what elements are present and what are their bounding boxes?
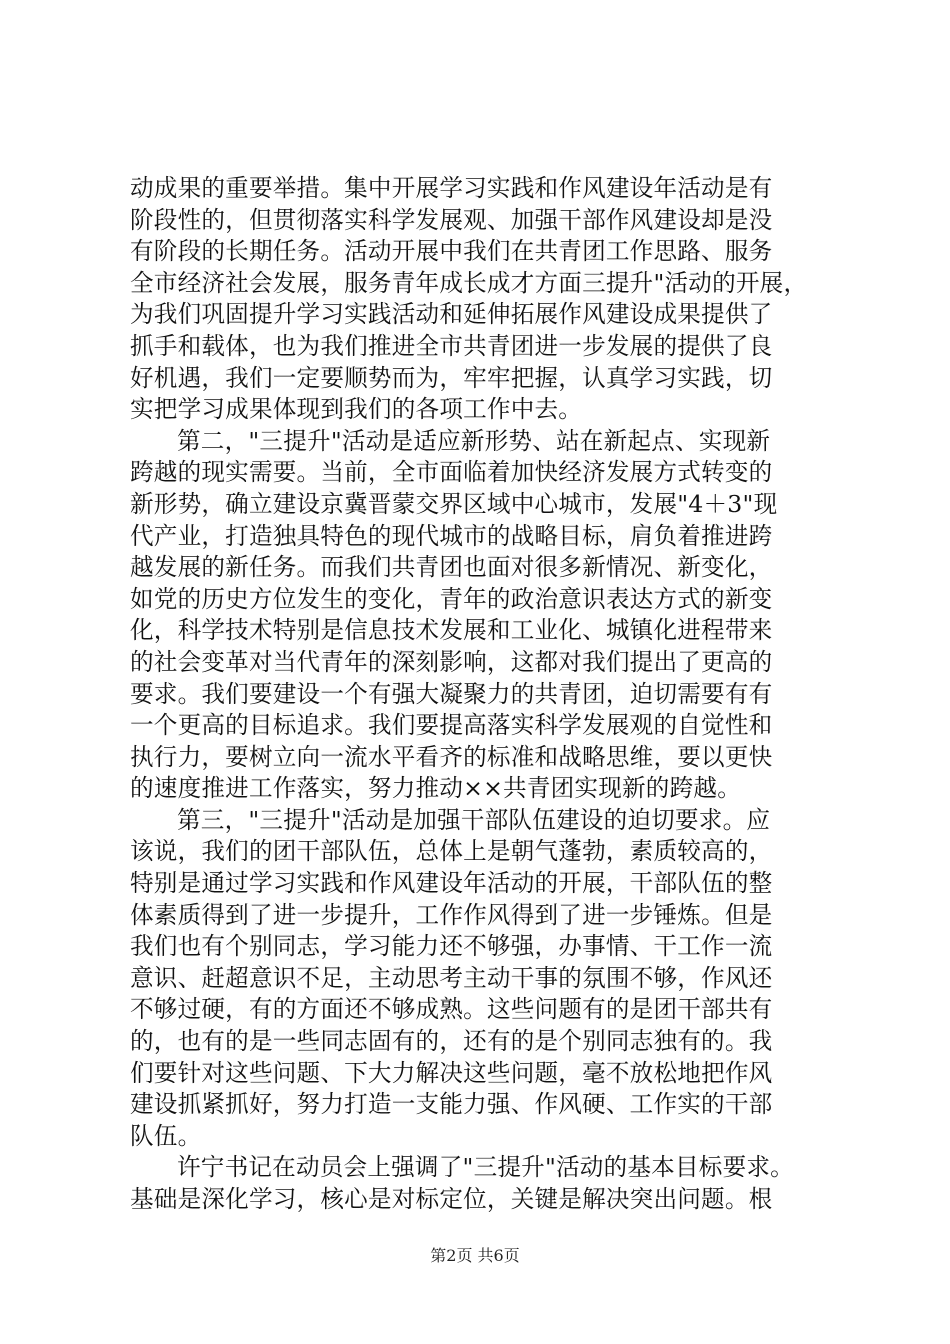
text-line: 全市经济社会发展，服务青年成长成才方面三提升"活动的开展， [130, 268, 808, 297]
text-line: 我们也有个别同志，学习能力还不够强，办事情、干工作一流 [130, 932, 773, 961]
text-line: 不够过硬，有的方面还不够成熟。这些问题有的是团干部共有 [130, 995, 773, 1024]
text-line: 越发展的新任务。而我们共青团也面对很多新情况、新变化， [130, 553, 773, 582]
text-line: 基础是深化学习，核心是对标定位，关键是解决突出问题。根 [130, 1185, 773, 1213]
text-line: 要求。我们要建设一个有强大凝聚力的共青团，迫切需要有有 [130, 679, 773, 708]
text-line: 特别是通过学习实践和作风建设年活动的开展，干部队伍的整 [130, 869, 773, 898]
text-line: 意识、赶超意识不足，主动思考主动干事的氛围不够，作风还 [130, 963, 773, 992]
text-line: 跨越的现实需要。当前，全市面临着加快经济发展方式转变的 [130, 458, 773, 487]
page-footer: 第2页 共6页 [430, 1246, 520, 1265]
paragraph-first-line: 第二，"三提升"活动是适应新形势、站在新起点、实现新 [177, 426, 771, 455]
text-line: 有阶段的长期任务。活动开展中我们在共青团工作思路、服务 [130, 237, 773, 266]
text-line: 一个更高的目标追求。我们要提高落实科学发展观的自觉性和 [130, 711, 773, 740]
text-line: 新形势，确立建设京冀晋蒙交界区域中心城市，发展"4＋3"现 [130, 489, 778, 518]
paragraph-first-line: 第三，"三提升"活动是加强干部队伍建设的迫切要求。应 [177, 805, 771, 834]
text-line: 动成果的重要举措。集中开展学习实践和作风建设年活动是有 [130, 174, 773, 202]
text-line: 代产业，打造独具特色的现代城市的战略目标，肩负着推进跨 [130, 521, 773, 550]
text-line: 队伍。 [130, 1121, 202, 1150]
text-line: 好机遇，我们一定要顺势而为，牢牢把握，认真学习实践，切 [130, 363, 773, 392]
text-line: 建设抓紧抓好，努力打造一支能力强、作风硬、工作实的干部 [130, 1090, 773, 1119]
text-line: 实把学习成果体现到我们的各项工作中去。 [130, 395, 583, 424]
text-line: 的速度推进工作落实，努力推动××共青团实现新的跨越。 [130, 774, 741, 803]
text-line: 们要针对这些问题、下大力解决这些问题，毫不放松地把作风 [130, 1058, 773, 1087]
text-line: 阶段性的，但贯彻落实科学发展观、加强干部作风建设却是没 [130, 205, 773, 234]
text-line: 为我们巩固提升学习实践活动和延伸拓展作风建设成果提供了 [130, 300, 773, 329]
document-body [130, 173, 830, 1216]
text-line: 如党的历史方位发生的变化，青年的政治意识表达方式的新变 [130, 584, 773, 613]
text-line: 的社会变革对当代青年的深刻影响，这都对我们提出了更高的 [130, 647, 773, 676]
text-line: 执行力，要树立向一流水平看齐的标准和战略思维，要以更快 [130, 742, 773, 771]
text-line: 抓手和载体，也为我们推进全市共青团进一步发展的提供了良 [130, 331, 773, 360]
text-line: 该说，我们的团干部队伍，总体上是朝气蓬勃，素质较高的， [130, 837, 773, 866]
text-line: 体素质得到了进一步提升，工作作风得到了进一步锤炼。但是 [130, 900, 773, 929]
paragraph-first-line: 许宁书记在动员会上强调了"三提升"活动的基本目标要求。 [177, 1153, 794, 1182]
text-line: 化，科学技术特别是信息技术发展和工业化、城镇化进程带来 [130, 616, 773, 645]
text-line: 的，也有的是一些同志固有的，还有的是个别同志独有的。我 [130, 1027, 773, 1056]
